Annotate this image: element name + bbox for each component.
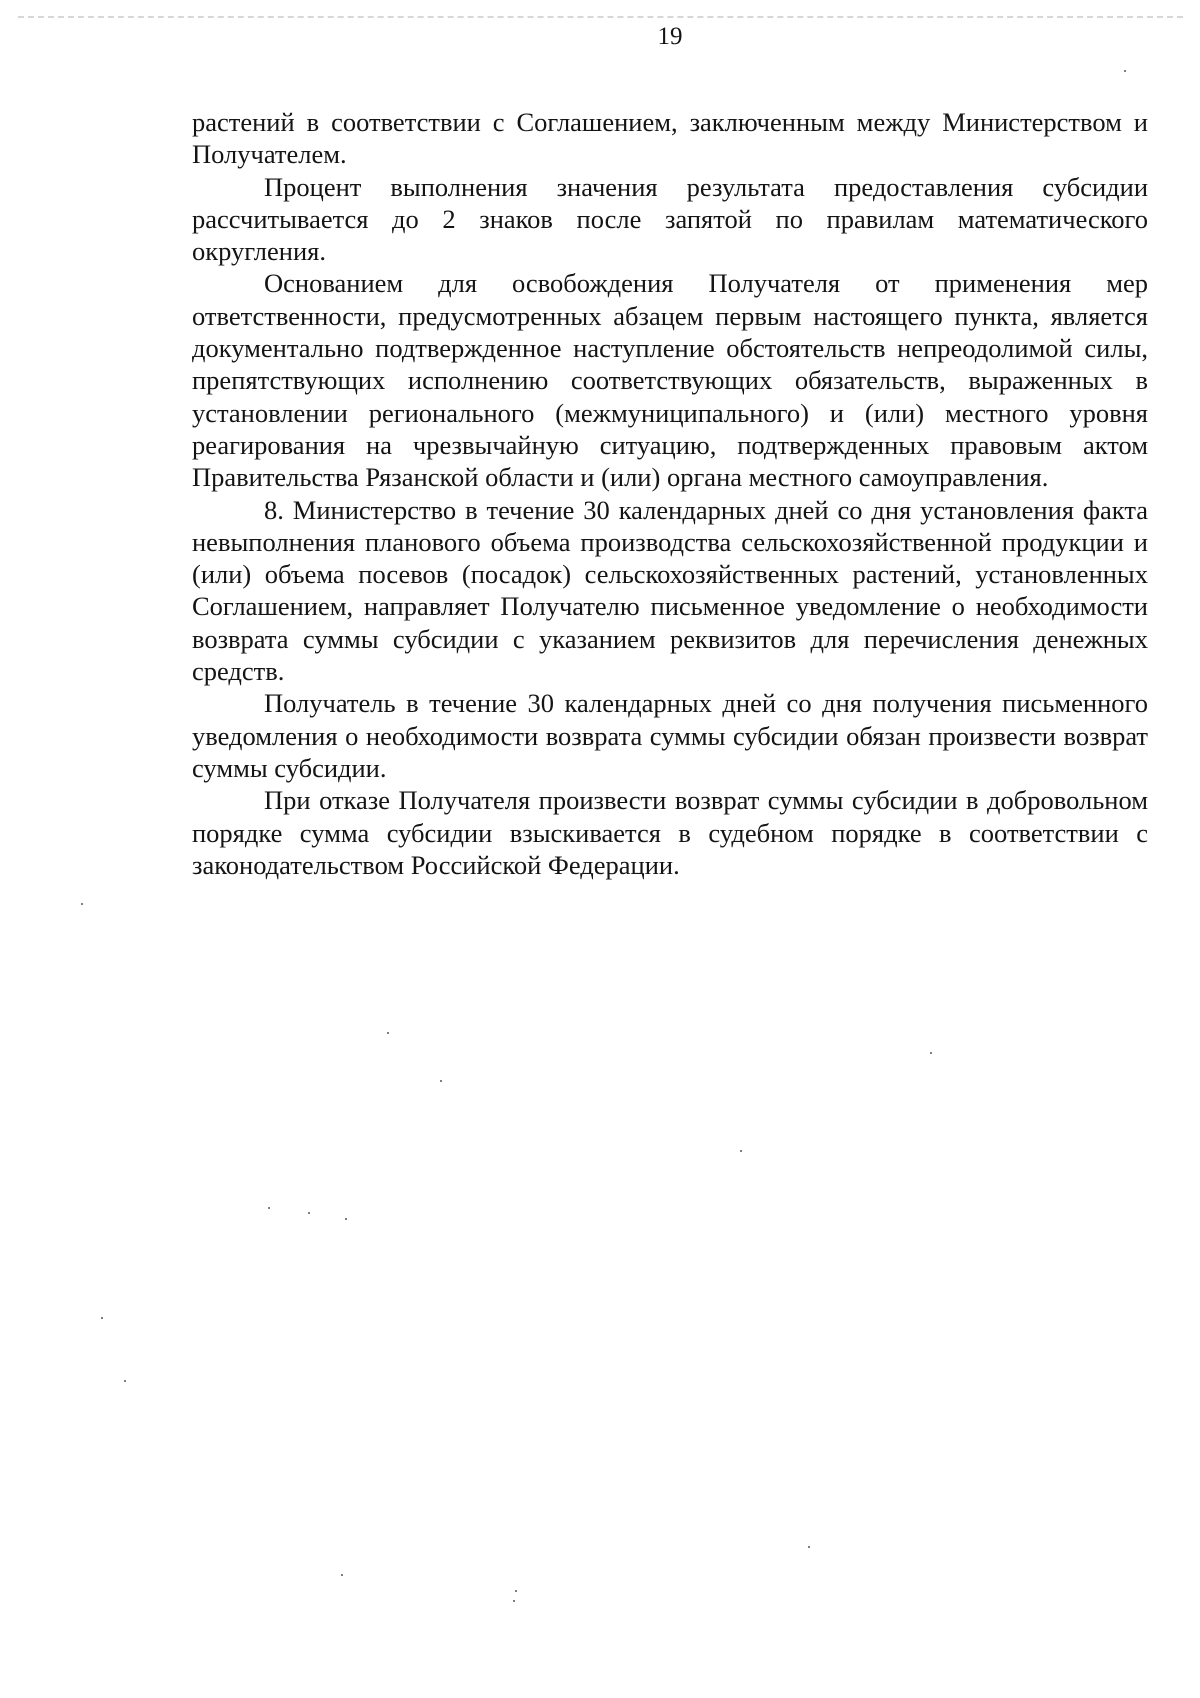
scan-speck [101, 1317, 103, 1319]
scan-edge-artifact [18, 16, 1183, 21]
paragraph-refund-obligation: Получатель в течение 30 календарных дней со дня получения письменного уведомления о необходимости возврата суммы субсидии обязан произвести возврат суммы субсидии. [192, 688, 1148, 783]
scan-speck [81, 903, 83, 905]
scan-speck [345, 1218, 347, 1220]
paragraph-percent-calculation: Процент выполнения значения результата предоставления субсидии рассчитывается до 2 знаков после запятой по правилам математического округления. [192, 171, 1148, 267]
scan-speck [124, 1380, 126, 1382]
scan-speck [740, 1150, 742, 1152]
scan-speck [387, 1032, 389, 1034]
scan-speck [1124, 70, 1126, 72]
paragraph-continuation: растений в соответствии с Соглашением, заключенным между Министерством и Получателем. [192, 107, 1148, 170]
scan-speck [808, 1546, 810, 1548]
scan-speck [513, 1600, 515, 1602]
scan-speck [930, 1052, 932, 1054]
paragraph-force-majeure: Основанием для освобождения Получателя от применения мер ответственности, предусмотренных абзацем первым настоящего пункта, является документально подтвержденное наступление обстоятельств непреодолимой силы, препятствующих исполнению соответствующих обязательств, выраженных в установлении регионального (межмуниципального) и (или) местного уровня реагирования на чрезвычайную ситуацию, подтвержденных правовым актом Правительства Рязанской области и (или) органа местного самоуправления. [192, 268, 1148, 493]
scan-speck [268, 1207, 270, 1209]
scan-speck [515, 1590, 517, 1592]
scan-speck [440, 1080, 442, 1082]
scan-speck [308, 1212, 310, 1214]
paragraph-clause-8: 8. Министерство в течение 30 календарных дней со дня установления факта невыполнения планового объема производства сельскохозяйственной продукции и (или) объема посевов (посадок) сельскохозяйственных растений, установленных Соглашением, направляет Получателю письменное уведомление о необходимости возврата суммы субсидии с указанием реквизитов для перечисления денежных средств. [192, 494, 1148, 687]
document-body [192, 106, 1148, 881]
scan-speck [341, 1574, 343, 1576]
page-number: 19 [657, 23, 683, 50]
paragraph-court-recovery: При отказе Получателя произвести возврат суммы субсидии в добровольном порядке сумма субсидии взыскивается в судебном порядке в соответствии с законодательством Российской Федерации. [192, 785, 1148, 880]
